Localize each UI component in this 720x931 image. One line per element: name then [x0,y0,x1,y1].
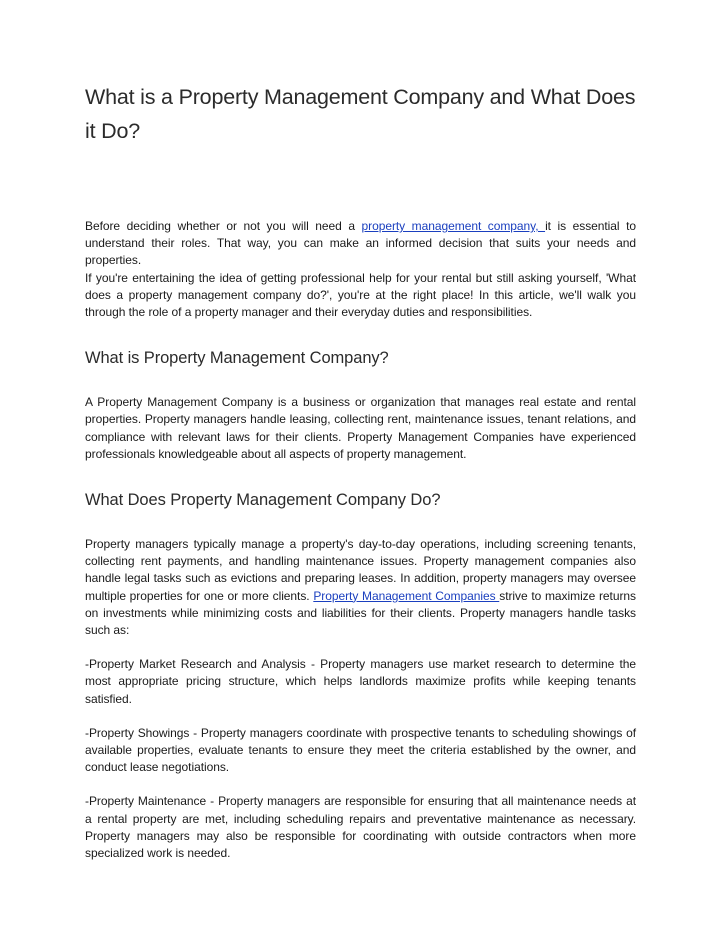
task-item-showings: -Property Showings - Property managers coordinate with prospective tenants to scheduling showings of available properties, evaluate tenants to ensure they meet the criteria established by the owner, and conduct lease negotiations. [85,725,636,775]
intro-text-after-link: it is essential to understand their roles. That way, you can make an informed decision that suits your needs and properties. [85,219,636,268]
intro-text-before-link: Before deciding whether or not you will need a [85,219,362,233]
section-what-does-body [85,536,636,639]
task-item-maintenance: -Property Maintenance - Property managers are responsible for ensuring that all maintenance needs at a rental property are met, including scheduling repairs and preventative maintenance as necessary. Property managers may also be responsible for coordinating with outside contractors when more specialized work is needed. [85,794,636,861]
intro-paragraph-2: If you're entertaining the idea of getting professional help for your rental but still asking yourself, 'What does a property management company do?', you're at the right place! In this article, we'll walk you through the role of a property manager and their everyday duties and responsibilities. [85,270,636,320]
property-management-company-link[interactable]: property management company, [361,219,546,233]
section-what-is-body: A Property Management Company is a business or organization that manages real estate and rental properties. Property managers handle leasing, collecting rent, maintenance issues, tenant relations, and compliance with relevant laws for their clients. Property Management Companies have experienced professionals knowledgeable about all aspects of property management. [85,395,636,461]
section-heading-what-does: What Does Property Management Company Do? [85,491,441,510]
task-item-market-research: -Property Market Research and Analysis - Property managers use market research to determine the most appropriate pricing structure, which helps landlords maximize profits while keeping tenants satisfied. [85,657,636,706]
intro-paragraph-1 [85,218,636,270]
section-body-text-after-link: strive to maximize returns on investments while minimizing costs and liabilities for their clients. Property managers handle tasks such as: [85,588,636,638]
section-body-text-before-link: Property managers typically manage a property's day-to-day operations, including screening tenants, collecting rent payments, and handling maintenance issues. Property management companies also handle legal tasks such as evictions and preparing leases. In addition, property managers may oversee multiple properties for one or more clients. [85,537,636,603]
property-management-companies-link[interactable]: Property Management Companies [313,588,500,603]
section-heading-what-is: What is Property Management Company? [85,349,389,368]
page-title: What is a Property Management Company and What Does it Do? [85,85,636,143]
document-page [85,80,636,862]
